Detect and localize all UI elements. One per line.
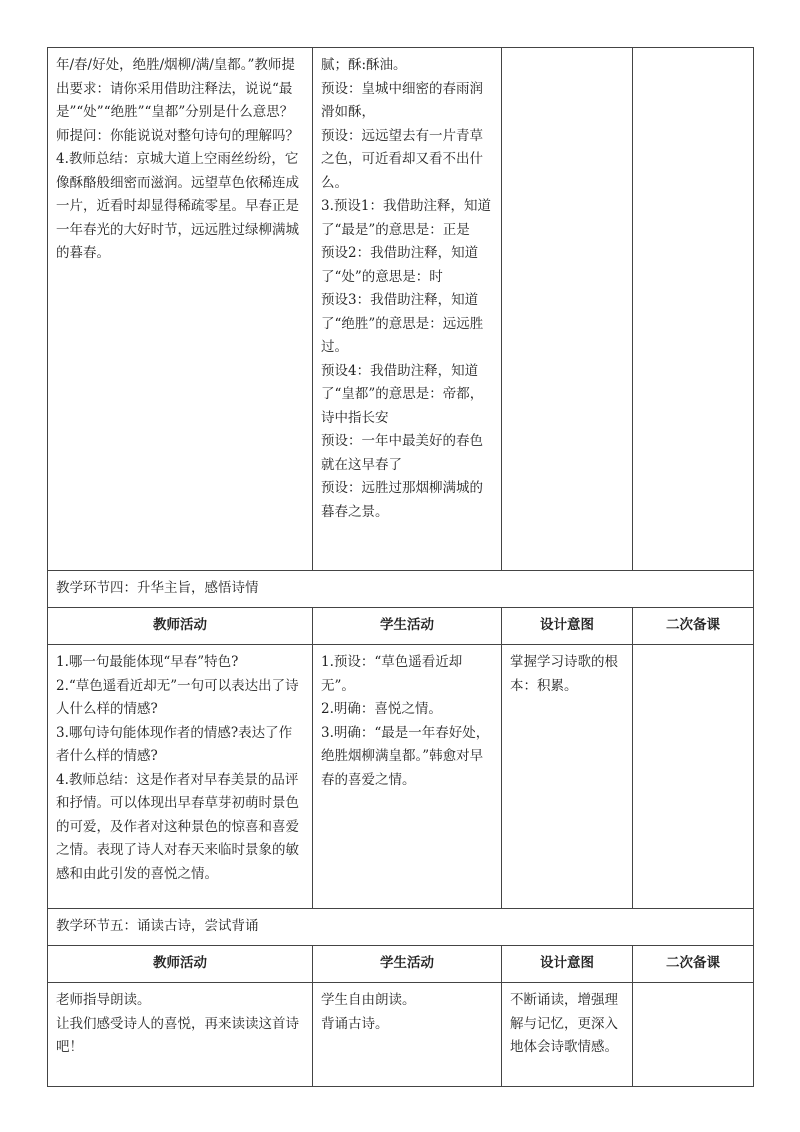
table-row	[48, 48, 754, 571]
paragraph: 预设：远远望去有一片青草之色，可近看却又看不出什么。	[321, 127, 483, 191]
second-prep-cell	[633, 48, 754, 571]
header-second: 二次备课	[633, 608, 754, 645]
paragraph: 学生自由朗读。	[321, 992, 416, 1008]
student-activity-cell	[313, 983, 502, 1087]
student-activity-cell	[313, 48, 502, 571]
paragraph: 2.明确：喜悦之情。	[321, 701, 442, 717]
design-intent-cell	[502, 48, 633, 571]
paragraph: 预设：一年中最美好的春色就在这早春了	[321, 433, 483, 473]
paragraph: 3.预设1：我借助注释，知道了“最是”的意思是：正是	[321, 198, 491, 238]
header-intent: 设计意图	[502, 946, 633, 983]
paragraph: 预设：皇城中细密的春雨润滑如酥，	[321, 80, 483, 120]
paragraph: 1.预设：“草色遥看近却无”。	[321, 654, 463, 694]
teacher-activity-cell	[48, 983, 313, 1087]
section-title: 教学环节四：升华主旨，感悟诗情	[48, 571, 754, 608]
design-intent-cell: 掌握学习诗歌的根本：积累。	[502, 645, 633, 909]
header-intent: 设计意图	[502, 608, 633, 645]
paragraph: 老师指导朗读。	[56, 992, 151, 1008]
header-student: 学生活动	[313, 946, 502, 983]
paragraph: 腻；酥:酥油。	[321, 57, 407, 73]
header-teacher: 教师活动	[48, 608, 313, 645]
design-intent-cell: 不断诵读，增强理解与记忆，更深入地体会诗歌情感。	[502, 983, 633, 1087]
student-activity-cell	[313, 645, 502, 909]
header-row	[48, 946, 754, 983]
second-prep-cell	[633, 983, 754, 1087]
teacher-activity-cell	[48, 48, 313, 571]
table-row	[48, 983, 754, 1087]
paragraph: 预设：远胜过那烟柳满城的暮春之景。	[321, 480, 483, 520]
teacher-activity-cell	[48, 645, 313, 909]
header-teacher: 教师活动	[48, 946, 313, 983]
header-row	[48, 608, 754, 645]
section-title-row	[48, 909, 754, 946]
paragraph: 年/春/好处，绝胜/烟柳/满/皇都。”教师提出要求：请你采用借助注释法，说说“最是”“处”“绝胜”“皇都”分别是什么意思？	[56, 57, 295, 120]
paragraph: 1.哪一句最能体现“早春”特色?	[56, 654, 239, 670]
second-prep-cell	[633, 645, 754, 909]
header-student: 学生活动	[313, 608, 502, 645]
paragraph: 2.“草色遥看近却无”一句可以表达出了诗人什么样的情感?	[56, 677, 299, 717]
paragraph: 预设4：我借助注释，知道了“皇都”的意思是：帝都，诗中指长安	[321, 362, 484, 426]
paragraph: 预设2：我借助注释，知道了“处”的意思是：时	[321, 245, 479, 285]
paragraph: 师提问：你能说说对整句诗句的理解吗？	[56, 127, 299, 144]
lesson-plan-table	[47, 47, 754, 1087]
paragraph: 背诵古诗。	[321, 1015, 389, 1032]
table-row	[48, 645, 754, 909]
paragraph: 预设3：我借助注释，知道了“绝胜”的意思是：远远胜过。	[321, 292, 484, 355]
paragraph: 3.明确：“最是一年春好处，绝胜烟柳满皇都。”韩愈对早春的喜爱之情。	[321, 724, 490, 788]
paragraph: 4.教师总结：这是作者对早春美景的品评和抒情。可以体现出早春草芽初萌时景色的可爱，及作者对这种景色的惊喜和喜爱之情。表现了诗人对春天来临时景象的敏感和由此引发的喜悦之情。	[56, 771, 299, 882]
paragraph: 4.教师总结：京城大道上空雨丝纷纷，它像酥酪般细密而滋润。远望草色依稀连成一片，近看时却显得稀疏零星。早春正是一年春光的大好时节，远远胜过绿柳满城的暮春。	[56, 151, 299, 261]
section-title-row	[48, 571, 754, 608]
section-title: 教学环节五：诵读古诗，尝试背诵	[48, 909, 754, 946]
header-second: 二次备课	[633, 946, 754, 983]
paragraph: 3.哪句诗句能体现作者的情感?表达了作者什么样的情感?	[56, 724, 293, 764]
paragraph: 让我们感受诗人的喜悦，再来读读这首诗吧！	[56, 1015, 299, 1055]
